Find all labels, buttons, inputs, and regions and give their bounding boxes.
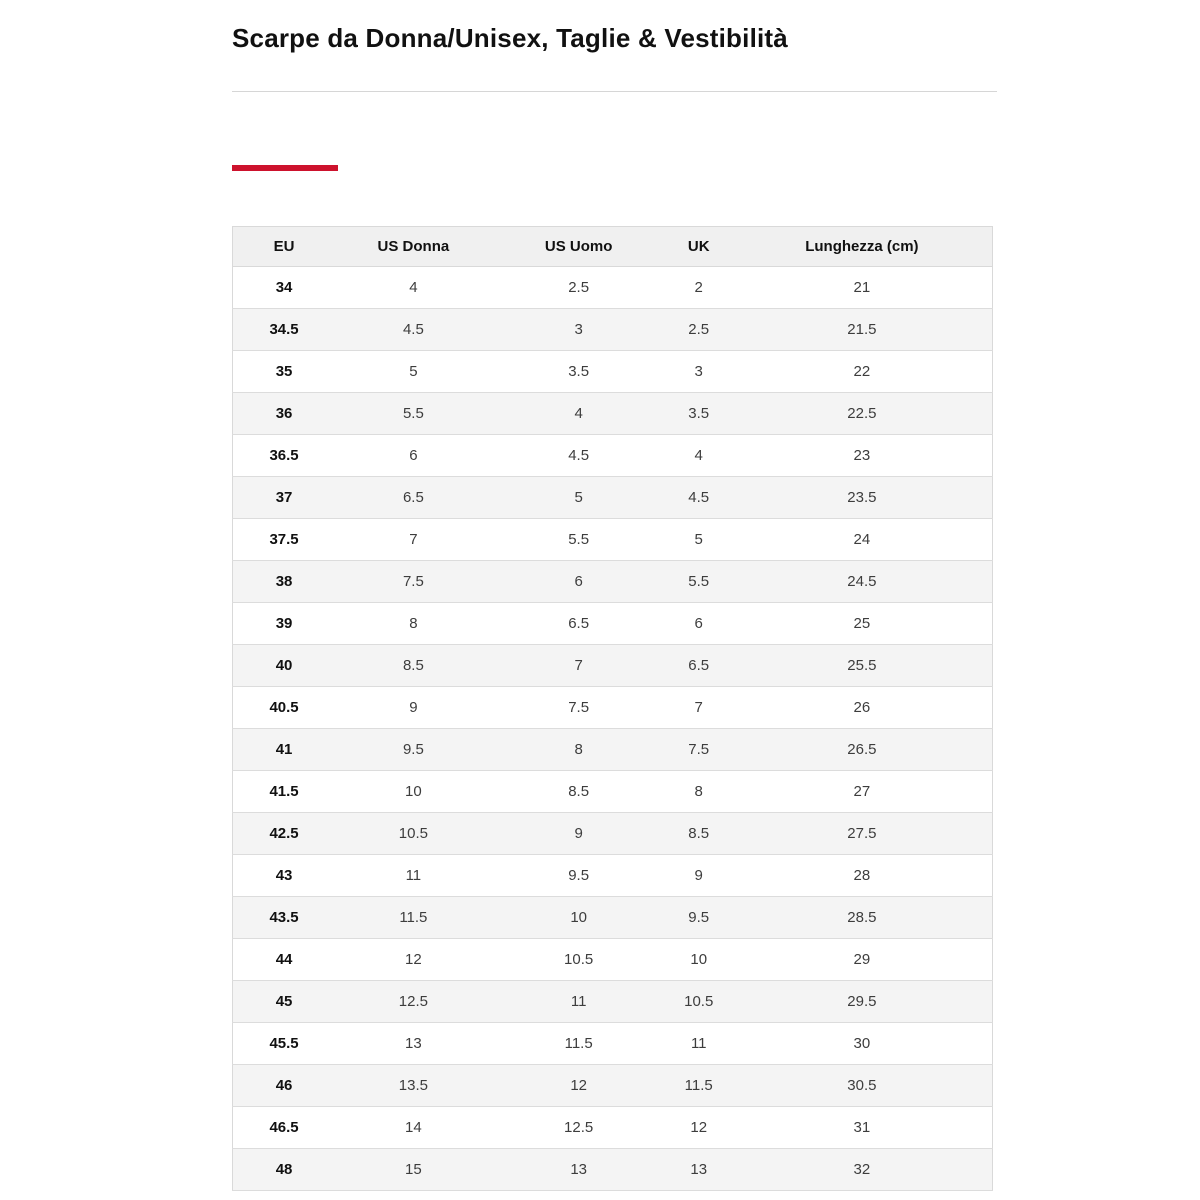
- size-value-cell: 3.5: [666, 392, 732, 434]
- accent-bar: [232, 165, 338, 171]
- size-value-cell: 4.5: [335, 308, 492, 350]
- size-value-cell: 10: [492, 896, 666, 938]
- size-value-cell: 12: [492, 1064, 666, 1106]
- eu-size-cell: 45.5: [233, 1022, 336, 1064]
- table-row: [233, 770, 993, 812]
- size-value-cell: 4: [492, 392, 666, 434]
- table-row: [233, 1106, 993, 1148]
- table-row: [233, 854, 993, 896]
- page-title: Scarpe da Donna/Unisex, Taglie & Vestibilità: [232, 23, 788, 53]
- table-header-row: [233, 226, 993, 266]
- size-value-cell: 5: [335, 350, 492, 392]
- table-row: [233, 644, 993, 686]
- size-table: [232, 226, 993, 1191]
- eu-size-cell: 43.5: [233, 896, 336, 938]
- table-row: [233, 518, 993, 560]
- size-value-cell: 10: [666, 938, 732, 980]
- table-row: [233, 728, 993, 770]
- size-value-cell: 6: [335, 434, 492, 476]
- size-value-cell: 30: [732, 1022, 993, 1064]
- size-value-cell: 13.5: [335, 1064, 492, 1106]
- size-value-cell: 4: [335, 266, 492, 308]
- size-value-cell: 25.5: [732, 644, 993, 686]
- eu-size-cell: 35: [233, 350, 336, 392]
- table-row: [233, 476, 993, 518]
- size-value-cell: 6: [666, 602, 732, 644]
- size-value-cell: 7: [492, 644, 666, 686]
- size-value-cell: 27: [732, 770, 993, 812]
- size-value-cell: 23.5: [732, 476, 993, 518]
- size-value-cell: 25: [732, 602, 993, 644]
- eu-size-cell: 39: [233, 602, 336, 644]
- size-value-cell: 11.5: [335, 896, 492, 938]
- size-value-cell: 21.5: [732, 308, 993, 350]
- column-header-uk: UK: [666, 226, 732, 266]
- eu-size-cell: 38: [233, 560, 336, 602]
- size-value-cell: 8: [335, 602, 492, 644]
- size-value-cell: 6.5: [335, 476, 492, 518]
- size-value-cell: 6.5: [666, 644, 732, 686]
- size-value-cell: 5.5: [666, 560, 732, 602]
- size-value-cell: 8: [666, 770, 732, 812]
- size-value-cell: 5.5: [492, 518, 666, 560]
- column-header-lunghezza: Lunghezza (cm): [732, 226, 993, 266]
- column-header-us-donna: US Donna: [335, 226, 492, 266]
- column-header-eu: EU: [233, 226, 336, 266]
- eu-size-cell: 37: [233, 476, 336, 518]
- size-value-cell: 8.5: [666, 812, 732, 854]
- size-value-cell: 4.5: [492, 434, 666, 476]
- size-value-cell: 4: [666, 434, 732, 476]
- size-value-cell: 28.5: [732, 896, 993, 938]
- size-value-cell: 26.5: [732, 728, 993, 770]
- size-value-cell: 27.5: [732, 812, 993, 854]
- eu-size-cell: 48: [233, 1148, 336, 1190]
- table-row: [233, 308, 993, 350]
- size-value-cell: 9: [666, 854, 732, 896]
- size-value-cell: 10: [335, 770, 492, 812]
- size-value-cell: 8: [492, 728, 666, 770]
- table-row: [233, 392, 993, 434]
- table-row: [233, 1148, 993, 1190]
- size-value-cell: 7.5: [492, 686, 666, 728]
- size-value-cell: 8.5: [335, 644, 492, 686]
- size-value-cell: 6.5: [492, 602, 666, 644]
- size-value-cell: 7.5: [335, 560, 492, 602]
- size-value-cell: 3: [492, 308, 666, 350]
- table-row: [233, 350, 993, 392]
- table-row: [233, 812, 993, 854]
- size-value-cell: 9.5: [492, 854, 666, 896]
- eu-size-cell: 43: [233, 854, 336, 896]
- size-value-cell: 26: [732, 686, 993, 728]
- size-value-cell: 3: [666, 350, 732, 392]
- size-value-cell: 2.5: [492, 266, 666, 308]
- eu-size-cell: 46: [233, 1064, 336, 1106]
- size-value-cell: 7: [335, 518, 492, 560]
- eu-size-cell: 37.5: [233, 518, 336, 560]
- size-value-cell: 32: [732, 1148, 993, 1190]
- table-row: [233, 938, 993, 980]
- size-value-cell: 11.5: [492, 1022, 666, 1064]
- size-value-cell: 5: [666, 518, 732, 560]
- table-row: [233, 602, 993, 644]
- size-value-cell: 10.5: [666, 980, 732, 1022]
- size-value-cell: 4.5: [666, 476, 732, 518]
- size-value-cell: 11: [666, 1022, 732, 1064]
- size-value-cell: 12.5: [335, 980, 492, 1022]
- size-value-cell: 8.5: [492, 770, 666, 812]
- size-value-cell: 13: [492, 1148, 666, 1190]
- size-value-cell: 28: [732, 854, 993, 896]
- size-guide-section: [232, 0, 997, 1191]
- size-value-cell: 10.5: [335, 812, 492, 854]
- eu-size-cell: 40.5: [233, 686, 336, 728]
- size-value-cell: 14: [335, 1106, 492, 1148]
- size-value-cell: 5.5: [335, 392, 492, 434]
- eu-size-cell: 42.5: [233, 812, 336, 854]
- size-value-cell: 30.5: [732, 1064, 993, 1106]
- size-value-cell: 7: [666, 686, 732, 728]
- eu-size-cell: 46.5: [233, 1106, 336, 1148]
- size-value-cell: 22.5: [732, 392, 993, 434]
- size-value-cell: 24: [732, 518, 993, 560]
- table-row: [233, 560, 993, 602]
- eu-size-cell: 36: [233, 392, 336, 434]
- size-value-cell: 29: [732, 938, 993, 980]
- size-table-body: [233, 266, 993, 1190]
- size-value-cell: 21: [732, 266, 993, 308]
- eu-size-cell: 40: [233, 644, 336, 686]
- eu-size-cell: 45: [233, 980, 336, 1022]
- size-value-cell: 29.5: [732, 980, 993, 1022]
- size-value-cell: 13: [666, 1148, 732, 1190]
- eu-size-cell: 44: [233, 938, 336, 980]
- table-row: [233, 266, 993, 308]
- size-value-cell: 9.5: [335, 728, 492, 770]
- table-row: [233, 686, 993, 728]
- eu-size-cell: 41: [233, 728, 336, 770]
- size-value-cell: 22: [732, 350, 993, 392]
- size-value-cell: 11: [492, 980, 666, 1022]
- table-row: [233, 896, 993, 938]
- size-value-cell: 9.5: [666, 896, 732, 938]
- size-value-cell: 13: [335, 1022, 492, 1064]
- size-value-cell: 10.5: [492, 938, 666, 980]
- eu-size-cell: 34.5: [233, 308, 336, 350]
- size-value-cell: 15: [335, 1148, 492, 1190]
- size-value-cell: 7.5: [666, 728, 732, 770]
- size-value-cell: 11: [335, 854, 492, 896]
- size-value-cell: 24.5: [732, 560, 993, 602]
- size-value-cell: 5: [492, 476, 666, 518]
- size-value-cell: 23: [732, 434, 993, 476]
- size-value-cell: 2.5: [666, 308, 732, 350]
- size-value-cell: 6: [492, 560, 666, 602]
- title-divider: [232, 91, 997, 92]
- size-value-cell: 12: [335, 938, 492, 980]
- eu-size-cell: 34: [233, 266, 336, 308]
- table-row: [233, 434, 993, 476]
- eu-size-cell: 41.5: [233, 770, 336, 812]
- table-row: [233, 1022, 993, 1064]
- eu-size-cell: 36.5: [233, 434, 336, 476]
- size-value-cell: 31: [732, 1106, 993, 1148]
- table-row: [233, 980, 993, 1022]
- size-value-cell: 3.5: [492, 350, 666, 392]
- size-value-cell: 2: [666, 266, 732, 308]
- table-row: [233, 1064, 993, 1106]
- size-value-cell: 9: [492, 812, 666, 854]
- size-value-cell: 12.5: [492, 1106, 666, 1148]
- column-header-us-uomo: US Uomo: [492, 226, 666, 266]
- size-value-cell: 9: [335, 686, 492, 728]
- size-value-cell: 12: [666, 1106, 732, 1148]
- size-value-cell: 11.5: [666, 1064, 732, 1106]
